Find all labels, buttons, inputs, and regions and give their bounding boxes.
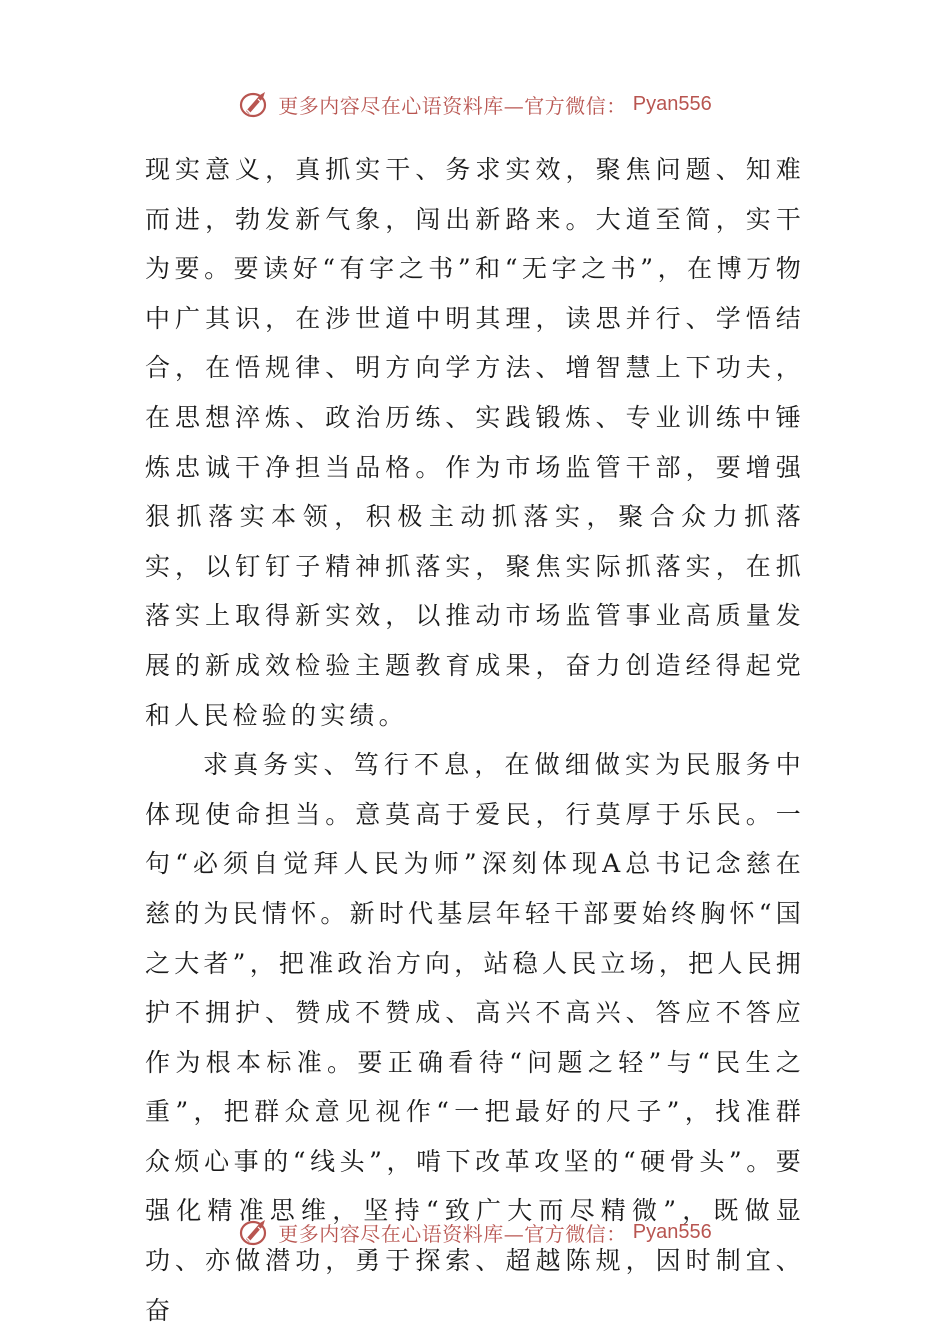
header-banner-text: 更多内容尽在心语资料库—官方微信： bbox=[278, 93, 627, 118]
pen-in-circle-logo-icon bbox=[238, 1215, 272, 1249]
body-paragraph-2: 求真务实、笃行不息，在做细做实为民服务中体现使命担当。意莫高于爱民，行莫厚于乐民。一句“必须自觉拜人民为师”深刻体现A总书记念慈在慈的为民情怀。新时代基层年轻干部要始终胸怀“国之大者”，把准政治方向，站稳人民立场，把人民拥护不拥护、赞成不赞成、高兴不高兴、答应不答应作为根本标准。要正确看待“问题之轻”与“民生之重”，把群众意见视作“一把最好的尺子”，找准群众烦心事的“线头”，啃下改革攻坚的“硬骨头”。要强化精准思维，坚持“致广大而尽精微”，既做显功、亦做潜功，勇于探索、超越陈规，因时制宜、奋 bbox=[145, 750, 805, 1325]
header-banner-inner bbox=[238, 87, 711, 121]
footer-banner-inner bbox=[238, 1215, 711, 1249]
footer-banner-text: 更多内容尽在心语资料库—官方微信： bbox=[278, 1221, 627, 1246]
body-paragraph-1: 现实意义，真抓实干、务求实效，聚焦问题、知难而进，勃发新气象，闯出新路来。大道至简，实干为要。要读好“有字之书”和“无字之书”，在博万物中广其识，在涉世道中明其理，读思并行、学悟结合，在悟规律、明方向学方法、增智慧上下功夫，在思想淬炼、政治历练、实践锻炼、专业训练中锤炼忠诚干净担当品格。作为市场监管干部，要增强狠抓落实本领，积极主动抓落实，聚合众力抓落实，以钉钉子精神抓落实，聚焦实际抓落实，在抓落实上取得新实效，以推动市场监管事业高质量发展的新成效检验主题教育成果，奋力创造经得起党和人民检验的实绩。 bbox=[145, 155, 805, 730]
document-body bbox=[145, 145, 805, 1335]
footer-banner bbox=[0, 1212, 950, 1252]
footer-wechat-id: Pyan556 bbox=[632, 1220, 712, 1243]
header-wechat-id: Pyan556 bbox=[632, 92, 712, 115]
pen-in-circle-logo-icon bbox=[238, 87, 272, 121]
header-banner bbox=[0, 84, 950, 124]
